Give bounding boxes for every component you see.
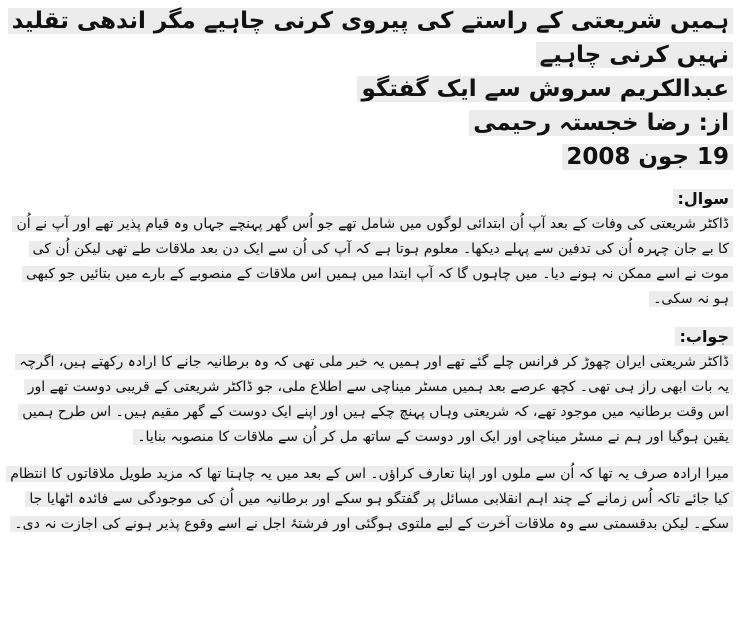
question-label-row: [8, 186, 733, 212]
headline: ہمیں شریعتی کے راستے کی پیروی کرنی چاہیے مگر اندھی تقلید نہیں کرنی چاہیے: [8, 8, 733, 68]
answer-paragraph-2: [8, 462, 733, 537]
date-line: [8, 140, 733, 174]
subtitle: عبدالکریم سروش سے ایک گفتگو: [357, 76, 733, 102]
answer-label-row: [8, 324, 733, 350]
subtitle-line: [8, 72, 733, 106]
question-paragraph: [8, 212, 733, 312]
answer-label: جواب:: [675, 327, 733, 346]
author-line: [8, 106, 733, 140]
answer-text-1: ڈاکٹر شریعتی ایران چھوڑ کر فرانس چلے گئے تھے اور ہمیں یہ خبر ملی تھی کہ وہ برطانیہ جانے کا ارادہ رکھتے ہیں، اگرچہ یہ بات ابھی راز ہی تھی۔ کچھ عرصے بعد ہمیں مسٹر میناچی سے اطلاع ملی، جو ڈاکٹر شریعتی کے قریبی دوست تھے اور اس وقت برطانیہ میں موجود تھے، کہ شریعتی وہاں پہنچ چکے ہیں اور اپنے ایک دوست کے گھر مقیم ہیں۔ اس طرح ہمیں یقین ہوگیا اور ہم نے مسٹر میناچی اور ایک اور دوست کے ساتھ مل کر اُن سے ملاقات کا منصوبہ بنایا۔: [15, 354, 733, 445]
question-label: سوال:: [673, 189, 733, 208]
headline-line: [8, 4, 733, 72]
author: از: رضا خجستہ رحیمی: [469, 110, 733, 136]
answer-paragraph-1: [8, 350, 733, 450]
question-text: ڈاکٹر شریعتی کی وفات کے بعد آپ اُن ابتدائی لوگوں میں شامل تھے جو اُس گھر پہنچے جہاں وہ قیام پذیر تھے اور آپ نے اُن کا بے جان چہرہ اُن کی تدفین سے پہلے دیکھا۔ معلوم ہوتا ہے کہ آپ کی اُن سے ایک دن بعد ملاقات طے تھی لیکن اُن کی موت نے اسے ممکن نہ ہونے دیا۔ میں چاہوں گا کہ آپ ابتدا میں ہمیں اس ملاقات کے منصوبے کے بارے میں بتائیں جو کبھی ہو نہ سکی۔: [12, 216, 733, 307]
answer-text-2: میرا ارادہ صرف یہ تھا کہ اُن سے ملوں اور اپنا تعارف کراؤں۔ اس کے بعد میں یہ چاہتا تھا کہ مزید طویل ملاقاتوں کا انتظام کیا جائے تاکہ اُس زمانے کے چند اہم انقلابی مسائل پر گفتگو ہو سکے اور برطانیہ میں اُن کی موجودگی سے فائدہ اٹھایا جا سکے۔ لیکن بدقسمتی سے وہ ملاقات آخرت کے لیے ملتوی ہوگئی اور فرشتۂ اجل نے اسے وقوع پذیر ہونے کی اجازت نہ دی۔: [6, 466, 733, 532]
title-block: [8, 4, 733, 174]
date: 19 جون 2008: [562, 144, 733, 170]
